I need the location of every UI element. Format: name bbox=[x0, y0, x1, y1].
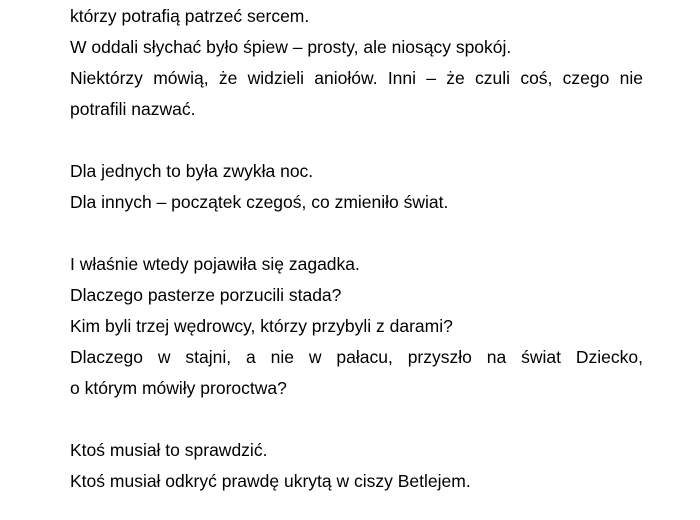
paragraph bbox=[70, 156, 643, 218]
paragraph-gap bbox=[70, 125, 643, 156]
paragraph bbox=[70, 1, 643, 125]
text-line: W oddali słychać było śpiew – prosty, ale niosący spokój. bbox=[70, 37, 512, 57]
text-line: którzy potrafią patrzeć sercem. bbox=[70, 6, 310, 26]
text-line: o którym mówiły proroctwa? bbox=[70, 378, 287, 398]
text-line: Niektórzy mówią, że widzieli aniołów. Inni – że czuli coś, czego nie bbox=[70, 68, 643, 88]
text-line: Dlaczego w stajni, a nie w pałacu, przyszło na świat Dziecko, bbox=[70, 347, 643, 367]
text-line: Dla innych – początek czegoś, co zmieniło świat. bbox=[70, 192, 449, 212]
paragraph-gap bbox=[70, 218, 643, 249]
paragraph-gap bbox=[70, 404, 643, 435]
text-line: Dlaczego pasterze porzucili stada? bbox=[70, 285, 342, 305]
document-page bbox=[70, 1, 643, 497]
text-line: Kim byli trzej wędrowcy, którzy przybyli z darami? bbox=[70, 316, 453, 336]
text-line: Ktoś musiał odkryć prawdę ukrytą w ciszy Betlejem. bbox=[70, 471, 471, 491]
paragraph bbox=[70, 249, 643, 404]
text-line: I właśnie wtedy pojawiła się zagadka. bbox=[70, 254, 360, 274]
text-line: Ktoś musiał to sprawdzić. bbox=[70, 440, 268, 460]
text-line: potrafili nazwać. bbox=[70, 99, 196, 119]
paragraph bbox=[70, 435, 643, 497]
text-line: Dla jednych to była zwykła noc. bbox=[70, 161, 314, 181]
